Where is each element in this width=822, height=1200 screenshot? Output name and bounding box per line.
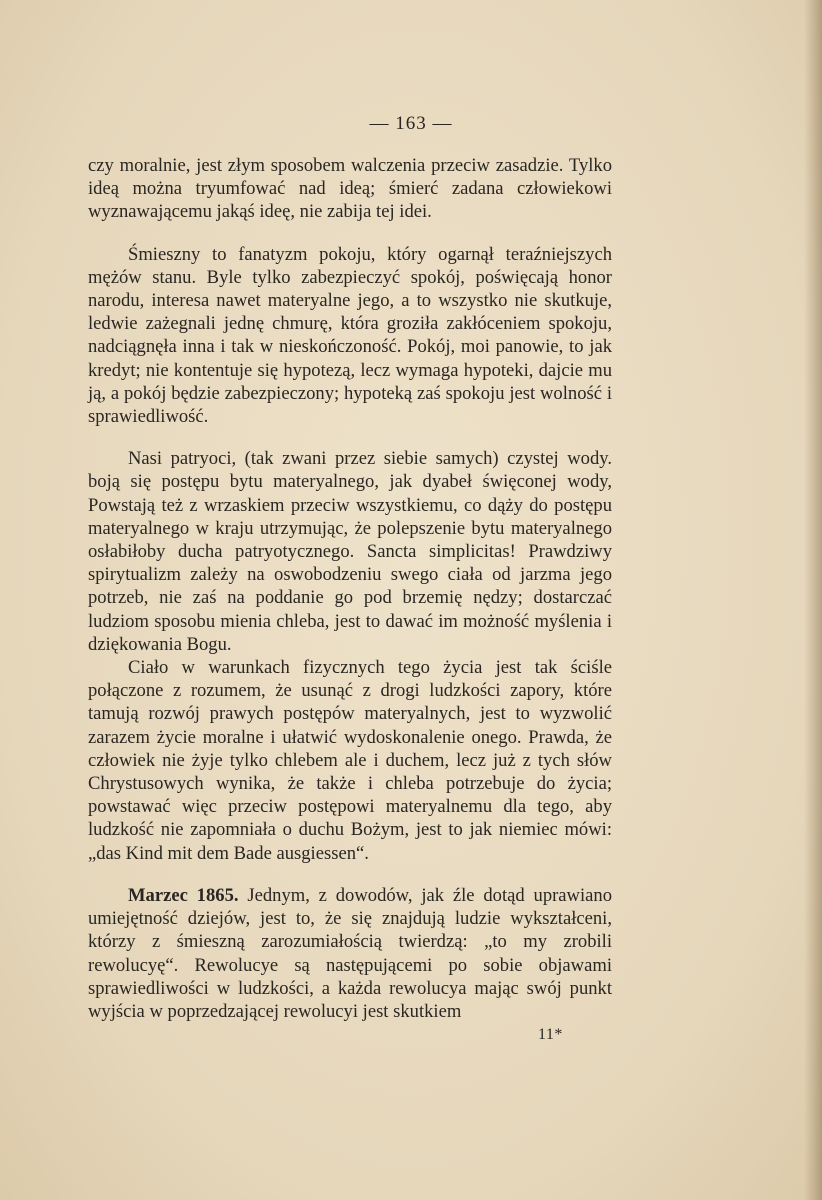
page-number: — 163 —: [369, 113, 453, 134]
paragraph-2: Śmieszny to fanatyzm pokoju, który ogarnął teraźniejszych mężów stanu. Byle tylko zabezpieczyć spokój, poświęcają honor narodu, interesa nawet materyalne jego, a to wszystko nie skutkuje, ledwie zażegnali jednę chmurę, która groziła zakłóceniem spokoju, nadciągnęła inna i tak w nieskończoność. Pokój, moi panowie, to jak kredyt; nie kontentuje się hypotezą, lecz wymaga hypoteki, dajcie mu ją, a pokój będzie zabezpieczony; hypoteką zaś spokoju jest wolność i sprawiedliwość.: [88, 243, 612, 428]
printer-signature-mark: 11*: [538, 1026, 563, 1043]
page-spine-shadow: [804, 0, 822, 1200]
entry-text: Jednym, z dowodów, jak źle dotąd uprawiano umiejętność dziejów, jest to, że się znajdują ludzie wykształceni, którzy z śmieszną zarozumiałością twierdzą: „to my zrobili rewolucyę“. Rewolucye są następującemi po sobie objawami sprawiedliwości w ludzkości, a każda rewolucya mając swój punkt wyjścia w poprzedzającej rewolucyi jest skutkiem: [88, 884, 612, 1022]
paragraph-3: Nasi patryoci, (tak zwani przez siebie samych) czystej wody. boją się postępu bytu materyalnego, jak dyabeł święconej wody, Powstają też z wrzaskiem przeciw wszystkiemu, co dąży do postępu materyalnego w kraju utrzymując, że polepszenie bytu materyalnego osłabiłoby ducha patryotycznego. Sancta simplicitas! Prawdziwy spirytualizm zależy na oswobodzeniu swego ciała od jarzma jego potrzeb, nie zaś na poddanie go pod brzemię nędzy; dostarczać ludziom sposobu mienia chleba, jest to dawać im możność myślenia i dziękowania Bogu.: [88, 448, 612, 655]
paragraph-4: Ciało w warunkach fizycznych tego życia jest tak ściśle połączone z rozumem, że usunąć z drogi ludzkości zapory, które tamują rozwój prawych postępów materyalnych, jest to wyzwolić zarazem życie moralne i ułatwić wydoskonalenie onego. Prawda, że człowiek nie żyje tylko chlebem ale i duchem, lecz już z tych słów Chrystusowych wynika, że także i chleba potrzebuje do życia; powstawać więc przeciw postępowi materyalnemu dla tego, aby ludzkość nie zapomniała o duchu Bożym, jest to jak niemiec mówi: „das Kind mit dem Bade ausgiessen“.: [88, 657, 612, 864]
paragraph-1: czy moralnie, jest złym sposobem walczenia przeciw zasadzie. Tylko ideą można tryumfować nad ideą; śmierć zadana człowiekowi wyznawającemu jakąś ideę, nie zabija tej idei.: [88, 155, 612, 223]
entry-heading: Marzec 1865.: [128, 884, 239, 906]
dated-entry: [88, 884, 612, 1023]
body-text: [88, 154, 612, 1023]
